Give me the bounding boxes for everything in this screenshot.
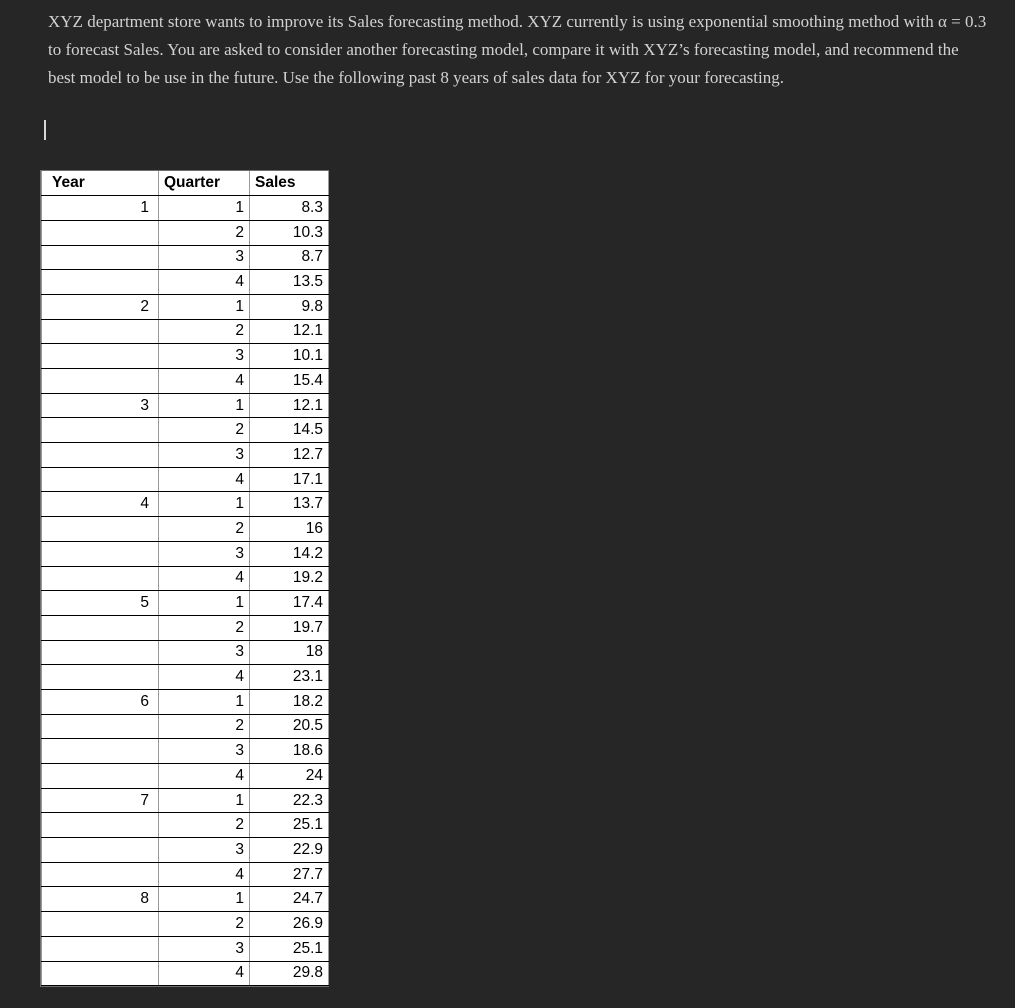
sales-cell: 25.1	[250, 813, 329, 838]
table-row	[42, 541, 329, 566]
sales-cell: 8.7	[250, 245, 329, 270]
year-cell	[42, 615, 159, 640]
table-row	[42, 813, 329, 838]
year-cell	[42, 566, 159, 591]
year-cell	[42, 640, 159, 665]
sales-cell: 18.2	[250, 689, 329, 714]
quarter-cell: 1	[159, 788, 250, 813]
table-row	[42, 492, 329, 517]
year-cell	[42, 418, 159, 443]
header-year: Year	[42, 171, 159, 196]
sales-data-table	[40, 170, 329, 987]
sales-cell: 14.5	[250, 418, 329, 443]
quarter-cell: 1	[159, 689, 250, 714]
sales-cell: 12.1	[250, 393, 329, 418]
sales-cell: 27.7	[250, 862, 329, 887]
table-row	[42, 615, 329, 640]
quarter-cell: 1	[159, 887, 250, 912]
quarter-cell: 3	[159, 541, 250, 566]
year-cell	[42, 369, 159, 394]
table-row	[42, 665, 329, 690]
quarter-cell: 1	[159, 196, 250, 221]
sales-cell: 18	[250, 640, 329, 665]
sales-cell: 23.1	[250, 665, 329, 690]
year-cell	[42, 319, 159, 344]
sales-cell: 24	[250, 764, 329, 789]
sales-cell: 16	[250, 517, 329, 542]
year-cell: 1	[42, 196, 159, 221]
table-row	[42, 887, 329, 912]
year-cell	[42, 443, 159, 468]
quarter-cell: 1	[159, 393, 250, 418]
table-row	[42, 270, 329, 295]
header-sales: Sales	[250, 171, 329, 196]
year-cell: 2	[42, 294, 159, 319]
year-cell	[42, 467, 159, 492]
table-row	[42, 838, 329, 863]
year-cell	[42, 344, 159, 369]
table-row	[42, 418, 329, 443]
year-cell: 8	[42, 887, 159, 912]
quarter-cell: 2	[159, 615, 250, 640]
quarter-cell: 4	[159, 467, 250, 492]
table-row	[42, 912, 329, 937]
sales-cell: 12.7	[250, 443, 329, 468]
quarter-cell: 1	[159, 591, 250, 616]
quarter-cell: 3	[159, 838, 250, 863]
year-cell: 7	[42, 788, 159, 813]
sales-cell: 14.2	[250, 541, 329, 566]
sales-cell: 12.1	[250, 319, 329, 344]
year-cell	[42, 665, 159, 690]
table-row	[42, 443, 329, 468]
sales-cell: 22.3	[250, 788, 329, 813]
table-row	[42, 862, 329, 887]
table-row	[42, 566, 329, 591]
quarter-cell: 4	[159, 566, 250, 591]
table-row	[42, 196, 329, 221]
table-body	[42, 196, 329, 986]
text-cursor	[44, 120, 46, 140]
table-row	[42, 344, 329, 369]
table-row	[42, 369, 329, 394]
sales-cell: 15.4	[250, 369, 329, 394]
table-row	[42, 764, 329, 789]
sales-cell: 10.3	[250, 220, 329, 245]
quarter-cell: 3	[159, 739, 250, 764]
table-row	[42, 220, 329, 245]
year-cell	[42, 862, 159, 887]
sales-cell: 29.8	[250, 961, 329, 986]
table-row	[42, 245, 329, 270]
quarter-cell: 3	[159, 344, 250, 369]
header-quarter: Quarter	[159, 171, 250, 196]
problem-statement: XYZ department store wants to improve its Sales forecasting method. XYZ currently is using exponential smoothing method with α = 0.3 to forecast Sales. You are asked to consider another forecasting model, compare it with XYZ’s forecasting model, and recommend the best model to be use in the future. Use the following past 8 years of sales data for XYZ for your forecasting.	[48, 12, 987, 87]
quarter-cell: 2	[159, 418, 250, 443]
table-row	[42, 294, 329, 319]
year-cell	[42, 813, 159, 838]
year-cell: 5	[42, 591, 159, 616]
quarter-cell: 2	[159, 912, 250, 937]
year-cell	[42, 517, 159, 542]
year-cell: 4	[42, 492, 159, 517]
sales-cell: 18.6	[250, 739, 329, 764]
quarter-cell: 2	[159, 517, 250, 542]
sales-cell: 13.7	[250, 492, 329, 517]
table-row	[42, 961, 329, 986]
quarter-cell: 4	[159, 764, 250, 789]
year-cell	[42, 936, 159, 961]
quarter-cell: 4	[159, 961, 250, 986]
quarter-cell: 2	[159, 714, 250, 739]
quarter-cell: 4	[159, 369, 250, 394]
quarter-cell: 2	[159, 220, 250, 245]
year-cell	[42, 270, 159, 295]
quarter-cell: 2	[159, 813, 250, 838]
year-cell	[42, 220, 159, 245]
table-row	[42, 714, 329, 739]
sales-cell: 26.9	[250, 912, 329, 937]
quarter-cell: 3	[159, 245, 250, 270]
sales-cell: 13.5	[250, 270, 329, 295]
sales-cell: 17.1	[250, 467, 329, 492]
table-row	[42, 517, 329, 542]
quarter-cell: 1	[159, 294, 250, 319]
quarter-cell: 3	[159, 936, 250, 961]
sales-cell: 25.1	[250, 936, 329, 961]
year-cell	[42, 961, 159, 986]
table-row	[42, 788, 329, 813]
sales-cell: 8.3	[250, 196, 329, 221]
sales-cell: 9.8	[250, 294, 329, 319]
table-row	[42, 689, 329, 714]
sales-table	[41, 171, 329, 986]
quarter-cell: 2	[159, 319, 250, 344]
year-cell: 6	[42, 689, 159, 714]
year-cell	[42, 541, 159, 566]
year-cell: 3	[42, 393, 159, 418]
year-cell	[42, 245, 159, 270]
table-row	[42, 591, 329, 616]
header-row	[42, 171, 329, 196]
sales-cell: 17.4	[250, 591, 329, 616]
quarter-cell: 4	[159, 665, 250, 690]
quarter-cell: 3	[159, 443, 250, 468]
sales-cell: 22.9	[250, 838, 329, 863]
table-row	[42, 467, 329, 492]
sales-cell: 24.7	[250, 887, 329, 912]
table-row	[42, 640, 329, 665]
table-row	[42, 739, 329, 764]
table-row	[42, 319, 329, 344]
sales-cell: 20.5	[250, 714, 329, 739]
year-cell	[42, 838, 159, 863]
quarter-cell: 3	[159, 640, 250, 665]
sales-cell: 19.7	[250, 615, 329, 640]
year-cell	[42, 764, 159, 789]
sales-cell: 19.2	[250, 566, 329, 591]
table-row	[42, 936, 329, 961]
year-cell	[42, 739, 159, 764]
sales-cell: 10.1	[250, 344, 329, 369]
quarter-cell: 1	[159, 492, 250, 517]
quarter-cell: 4	[159, 862, 250, 887]
quarter-cell: 4	[159, 270, 250, 295]
year-cell	[42, 912, 159, 937]
table-row	[42, 393, 329, 418]
year-cell	[42, 714, 159, 739]
